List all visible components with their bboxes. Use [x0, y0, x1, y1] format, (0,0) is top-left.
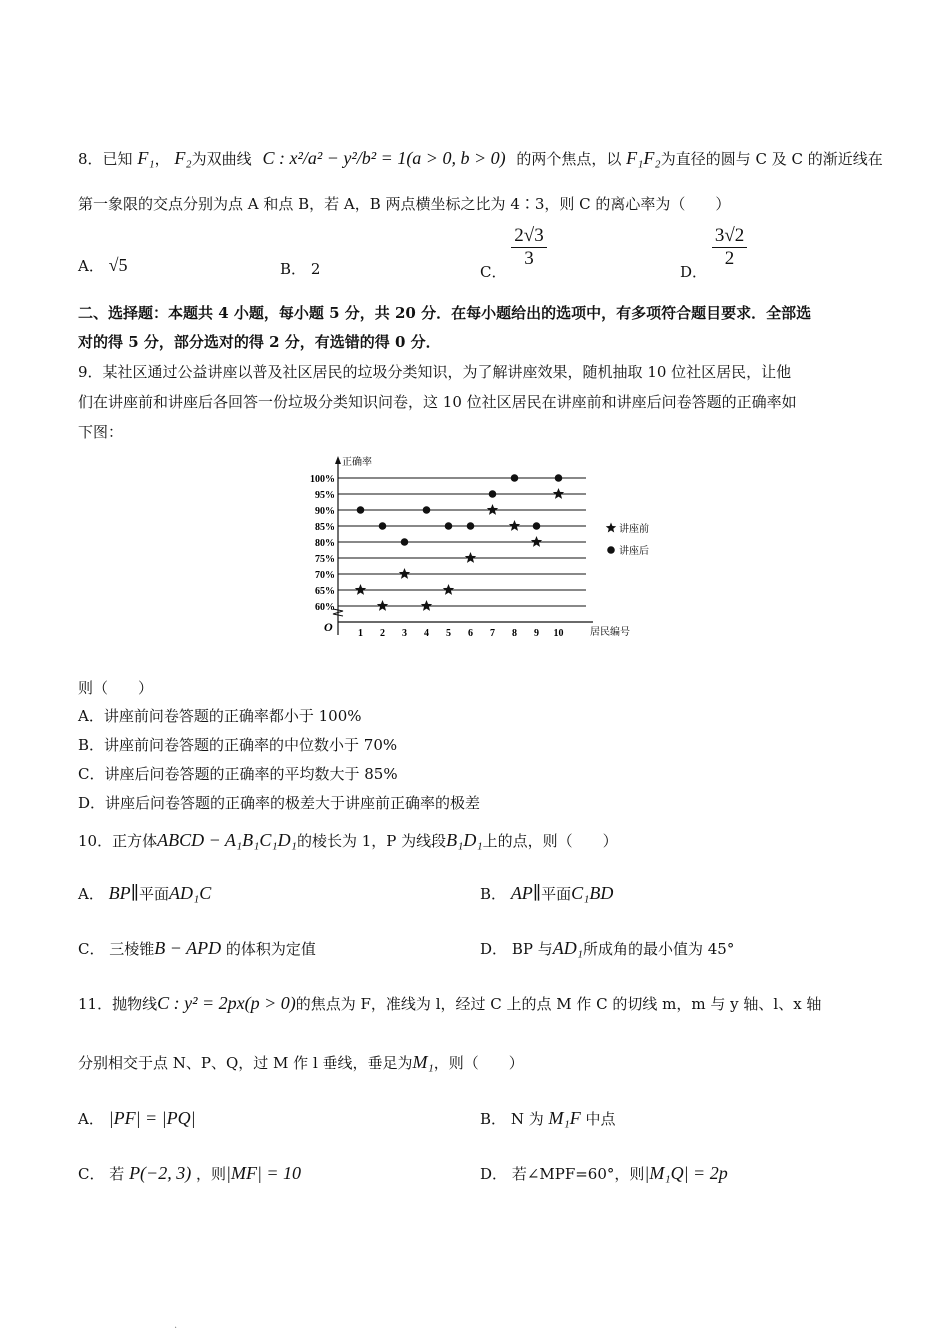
option-text: ，则 — [195, 1165, 226, 1183]
star-point-before — [443, 584, 454, 595]
option-expr: AD₁ — [552, 938, 583, 958]
option-label: A． — [78, 885, 104, 903]
option-expr: AD₁C — [168, 883, 212, 903]
q11-option-c — [78, 1163, 301, 1184]
option-text: 三棱锥 — [109, 940, 155, 958]
m1-symbol: M₁ — [412, 1052, 434, 1072]
y-tick-label: 75% — [315, 554, 335, 565]
star-point-before — [355, 584, 366, 595]
chart-legend — [606, 522, 649, 557]
y-tick-label: 90% — [315, 506, 335, 517]
star-point-before — [553, 488, 564, 499]
q8-line1 — [78, 148, 883, 169]
q8-text: 为双曲线 — [191, 150, 252, 168]
q11-option-b — [480, 1108, 616, 1129]
y-tick-labels — [310, 474, 335, 613]
option-text: 平面 — [138, 885, 169, 903]
circle-point-after — [555, 474, 563, 482]
option-text: 所成角的最小值为 45° — [582, 940, 735, 958]
q8-text: 为直径的圆与 C 及 C 的渐近线在 — [660, 150, 883, 168]
segment-name: B₁D₁ — [446, 830, 483, 850]
option-label: B． — [280, 260, 307, 278]
section-heading-cont: 对的得 5 分，部分选对的得 2 分，有选错的得 0 分． — [78, 333, 441, 351]
option-label: D． — [480, 940, 508, 958]
option-expr: AP∥ — [510, 883, 542, 903]
fraction — [511, 225, 546, 270]
q9-then: 则（ ） — [78, 679, 154, 697]
numerator: 2√3 — [511, 225, 546, 248]
legend-circle-icon — [607, 546, 615, 554]
x-tick-labels — [358, 628, 564, 639]
option-expr: |M₁Q| = 2p — [644, 1163, 728, 1183]
option-label: D． — [480, 1165, 508, 1183]
q8-option-c — [480, 225, 547, 282]
option-label: B． — [480, 1110, 507, 1128]
star-point-before — [399, 568, 410, 579]
star-point-before — [377, 600, 388, 611]
q9-option-b: B．讲座前问卷答题的正确率的中位数小于 70% — [78, 736, 398, 754]
y-tick-label: 80% — [315, 538, 335, 549]
footer-dot: . — [174, 1320, 178, 1331]
option-label: C． — [78, 940, 105, 958]
star-point-before — [531, 536, 542, 547]
cube-name: ABCD − A₁B₁C₁D₁ — [157, 830, 297, 850]
option-expr: BP∥ — [108, 883, 139, 903]
option-expr: P(−2, 3) — [129, 1163, 192, 1183]
y-axis-arrow — [335, 456, 341, 464]
fraction — [712, 225, 747, 270]
option-expr: B − APD — [154, 938, 222, 958]
q11-text: 的焦点为 F，准线为 l，经过 C 上的点 M 作 C 的切线 m，m 与 y 轴、l、x 轴 — [295, 995, 822, 1013]
star-point-before — [509, 520, 520, 531]
star-point-before — [487, 504, 498, 515]
x-axis-label: 居民编号 — [590, 627, 630, 638]
y-tick-label: 95% — [315, 490, 335, 501]
q11-text: 分别相交于点 N、P、Q，过 M 作 l 垂线，垂足为 — [78, 1054, 413, 1072]
circle-point-after — [533, 522, 541, 530]
q10-number: 10．正方体 — [78, 832, 158, 850]
hyperbola-equation: C : x²/a² − y²/b² = 1(a > 0, b > 0) — [262, 148, 506, 168]
x-tick-label: 9 — [534, 628, 539, 639]
x-tick-label: 6 — [468, 628, 473, 639]
chart-grid — [338, 478, 586, 606]
q10-line1 — [78, 830, 618, 851]
q11-text: ，则（ ） — [433, 1054, 524, 1072]
legend-label: 讲座后 — [619, 546, 649, 557]
denominator: 3 — [524, 248, 534, 269]
origin-label: O — [324, 620, 333, 634]
q8-text: 的两个焦点，以 — [516, 150, 622, 168]
x-tick-label: 5 — [446, 628, 451, 639]
option-label: D． — [680, 263, 708, 281]
f2-symbol: F₂ — [174, 148, 192, 168]
option-label: A． — [78, 257, 104, 275]
q9-line2: 们在讲座前和讲座后各回答一份垃圾分类知识问卷，这 10 位社区居民在讲座前和讲座后问卷答题的正确率如 — [78, 393, 797, 411]
circle-point-after — [357, 506, 365, 514]
circle-point-after — [423, 506, 431, 514]
x-tick-label: 1 — [358, 628, 363, 639]
parabola-equation: C : y² = 2px(p > 0) — [157, 993, 296, 1013]
q10-text: 上的点，则（ ） — [482, 832, 618, 850]
q11-option-a — [78, 1108, 196, 1129]
section-heading: 二、选择题：本题共 4 小题，每小题 5 分，共 20 分．在每小题给出的选项中，有多项符合题目要求．全部选 — [78, 304, 812, 322]
legend-label: 讲座前 — [619, 524, 649, 535]
denominator: 2 — [724, 248, 735, 269]
x-tick-label: 3 — [402, 628, 407, 639]
q10-option-b — [480, 883, 613, 904]
option-label: C． — [480, 263, 507, 281]
option-text: 若 — [109, 1165, 125, 1183]
y-tick-label: 65% — [315, 586, 335, 597]
option-expr: M₁F — [548, 1108, 581, 1128]
x-tick-label: 4 — [424, 628, 429, 639]
circle-point-after — [379, 522, 387, 530]
option-expr: |PF| = |PQ| — [108, 1108, 196, 1128]
y-axis-label: 正确率 — [342, 457, 372, 468]
option-label: B． — [480, 885, 507, 903]
option-text: 平面 — [541, 885, 572, 903]
chart-axes — [333, 456, 593, 635]
star-point-before — [465, 552, 476, 563]
f1-symbol: F₁ — [137, 148, 155, 168]
q11-line2 — [78, 1052, 524, 1073]
q11-option-d — [480, 1163, 728, 1184]
option-text: N 为 — [510, 1110, 544, 1128]
q10-option-d — [480, 938, 734, 959]
x-tick-label: 2 — [380, 628, 385, 639]
circle-point-after — [489, 490, 497, 498]
q9-option-c: C．讲座后问卷答题的正确率的平均数大于 85% — [78, 765, 398, 783]
q9-option-a: A．讲座前问卷答题的正确率都小于 100% — [78, 707, 362, 725]
f1f2-symbol: F₁F₂ — [626, 148, 661, 168]
accuracy-chart — [298, 450, 668, 645]
y-tick-label: 85% — [315, 522, 335, 533]
y-tick-label: 70% — [315, 570, 335, 581]
y-tick-label: 100% — [310, 474, 335, 485]
option-expr: |MF| = 10 — [226, 1163, 302, 1183]
option-value: 2 — [310, 260, 321, 278]
option-text: 若∠MPF=60°，则 — [511, 1165, 645, 1183]
option-label: C． — [78, 1165, 105, 1183]
q8-comma: ， — [154, 150, 170, 168]
x-tick-label: 7 — [490, 628, 495, 639]
option-label: A． — [78, 1110, 104, 1128]
q9-line1: 9．某社区通过公益讲座以普及社区居民的垃圾分类知识，为了解讲座效果，随机抽取 10 位社区居民，让他 — [78, 363, 792, 381]
q11-line1 — [78, 993, 821, 1014]
q10-option-c — [78, 938, 316, 959]
q8-option-d — [680, 225, 747, 282]
numerator: 3√2 — [712, 225, 747, 248]
q11-number: 11．抛物线 — [78, 995, 158, 1013]
x-tick-label: 8 — [512, 628, 517, 639]
option-value: √5 — [108, 255, 128, 275]
q8-option-b — [280, 258, 320, 279]
q8-number: 8．已知 — [78, 150, 133, 168]
q9-line3: 下图： — [78, 423, 124, 441]
option-text: BP 与 — [511, 940, 553, 958]
option-expr: C₁BD — [571, 883, 614, 903]
option-text: 的体积为定值 — [225, 940, 316, 958]
circle-point-after — [511, 474, 519, 482]
q10-text: 的棱长为 1，P 为线段 — [296, 832, 447, 850]
q9-option-d: D．讲座后问卷答题的正确率的极差大于讲座前正确率的极差 — [78, 794, 481, 812]
y-tick-label: 60% — [315, 602, 335, 613]
circle-point-after — [401, 538, 409, 546]
q8-line2: 第一象限的交点分别为点 A 和点 B，若 A，B 两点横坐标之比为 4∶3，则 C 的离心率为（ ） — [78, 195, 731, 213]
legend-star-icon — [606, 523, 616, 533]
q10-option-a — [78, 883, 211, 904]
x-tick-label: 10 — [553, 628, 564, 639]
circle-point-after — [467, 522, 475, 530]
option-text: 中点 — [585, 1110, 616, 1128]
q8-option-a — [78, 255, 128, 276]
star-point-before — [421, 600, 432, 611]
circle-point-after — [445, 522, 453, 530]
